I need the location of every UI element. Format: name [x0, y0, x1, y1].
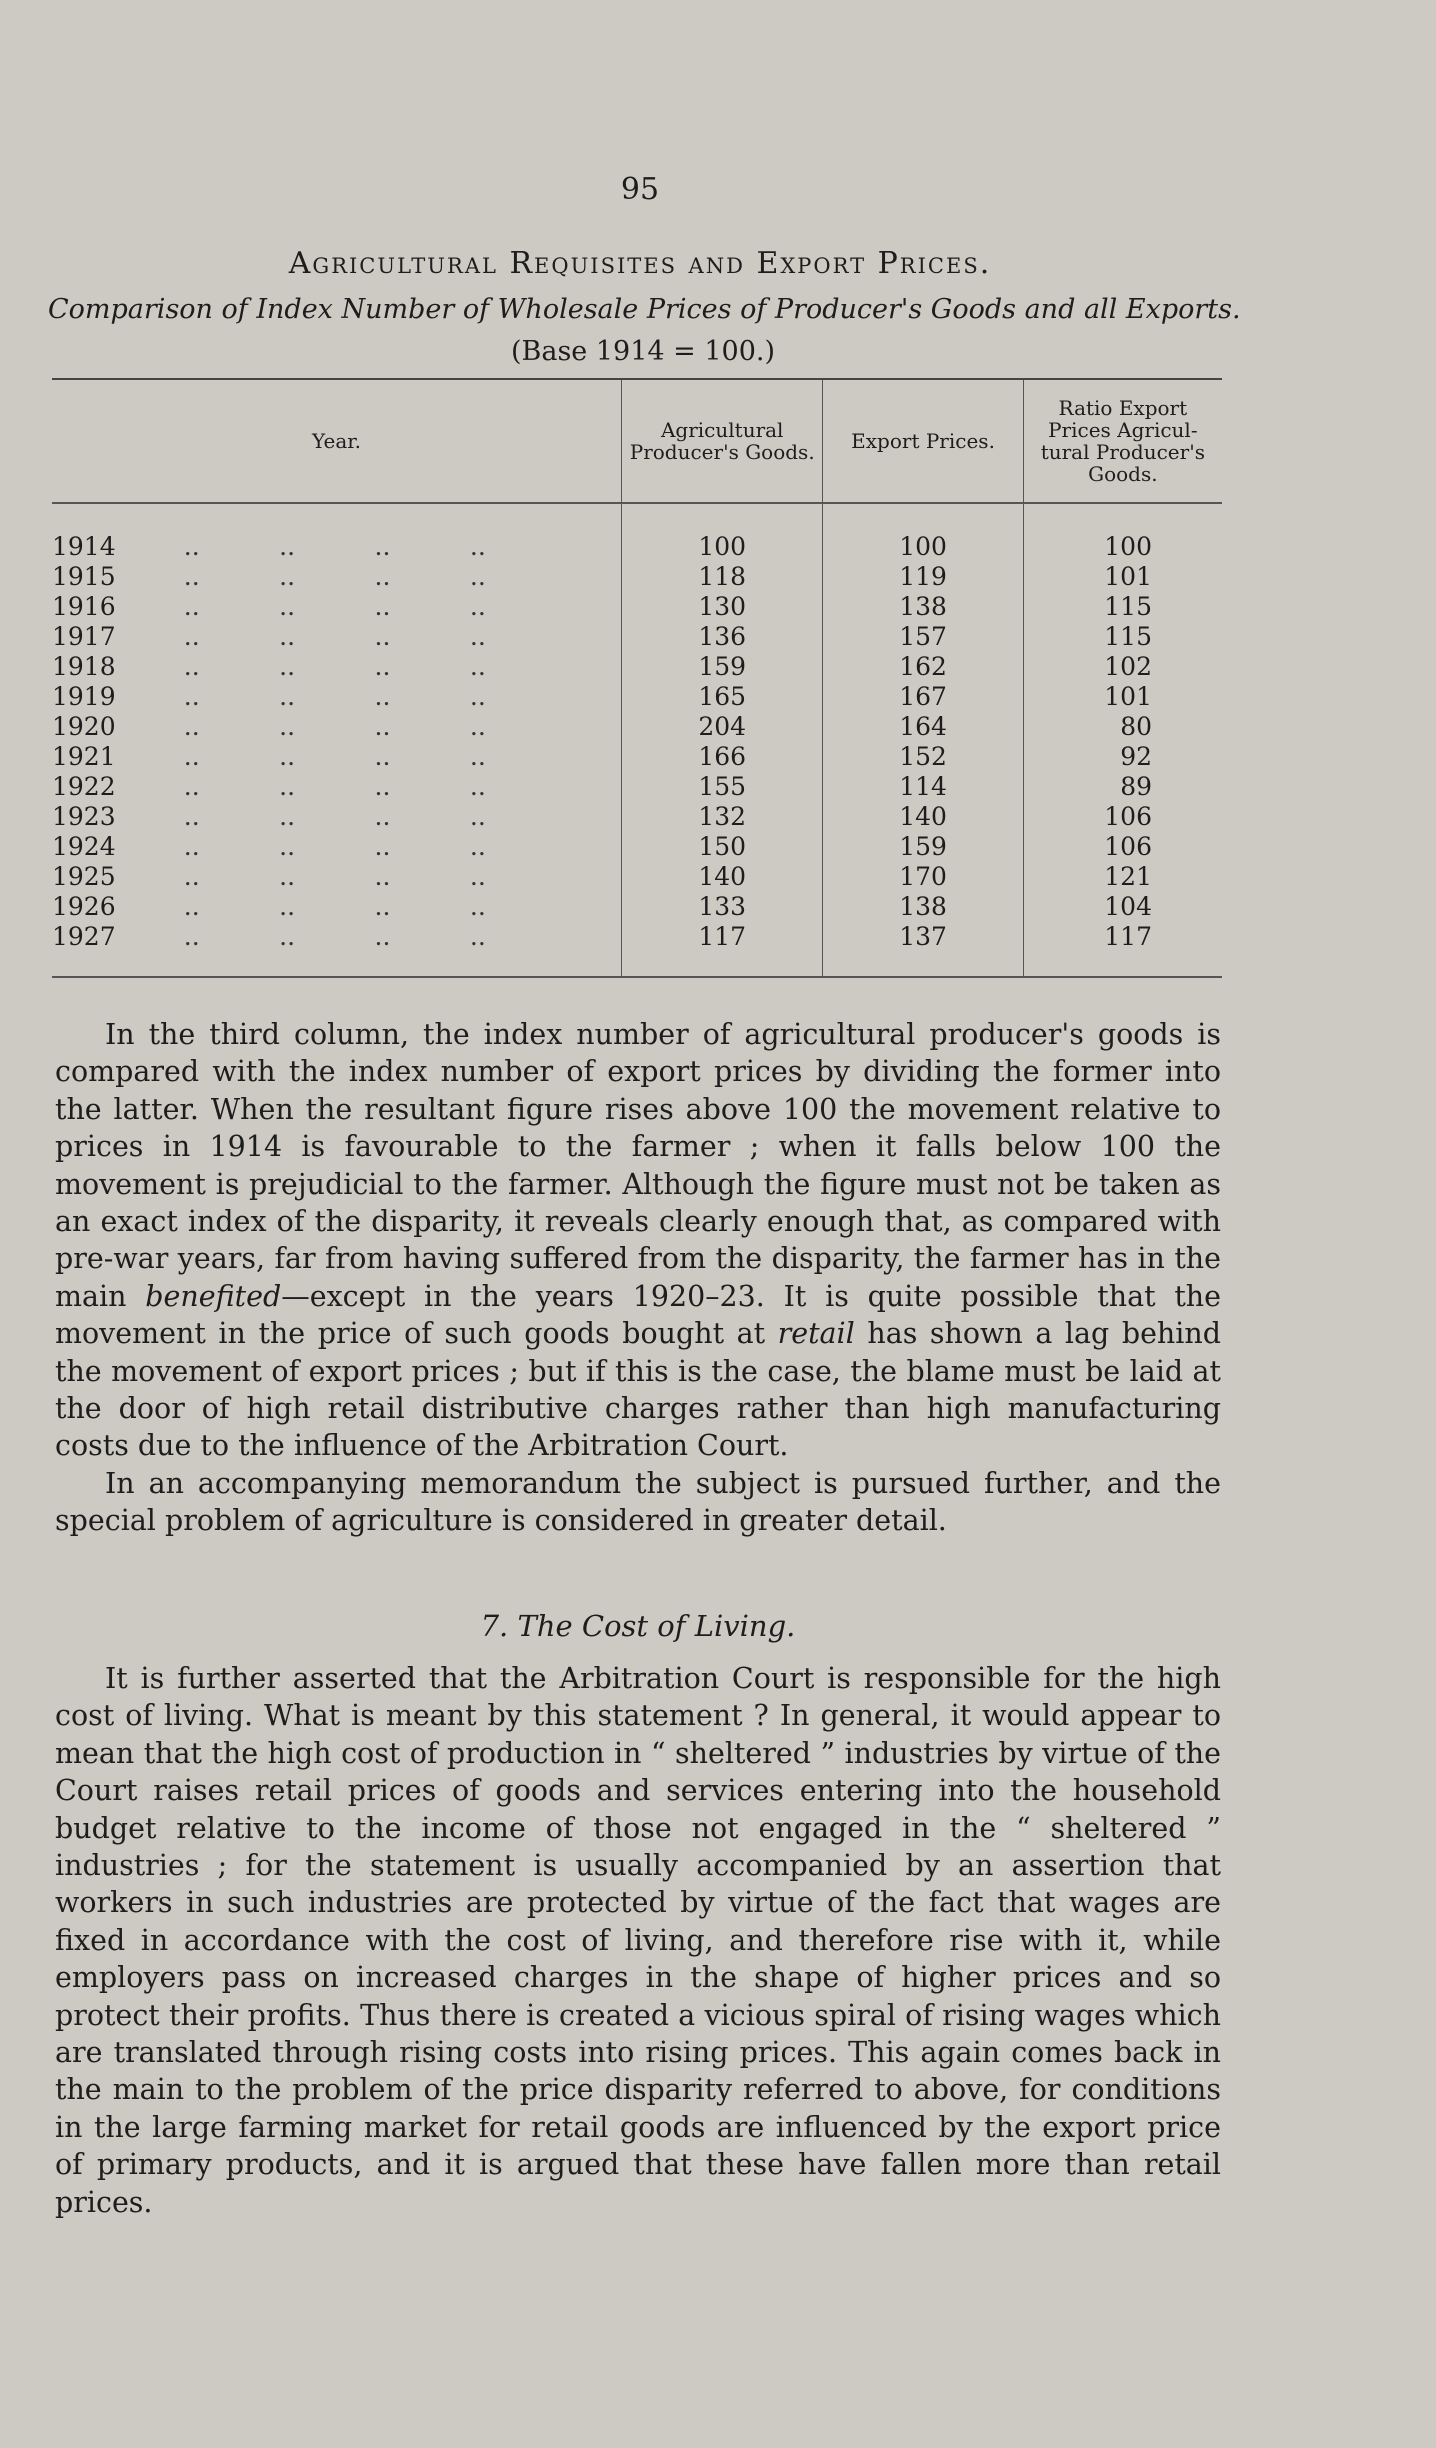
cell-year: 1924 .. .. .. .. — [52, 832, 486, 861]
table-row — [52, 652, 1222, 682]
cell-export-prices: 114 — [823, 772, 1023, 802]
cell-ratio: 102 — [1023, 652, 1222, 682]
cell-export-prices: 138 — [823, 592, 1023, 622]
table-title: Agricultural Requisites and Export Prices. — [288, 246, 992, 281]
cell-export-prices: 152 — [823, 742, 1023, 772]
cell-year: 1925 .. .. .. .. — [52, 862, 486, 891]
cell-export-prices: 159 — [823, 832, 1023, 862]
cell-ratio: 121 — [1023, 862, 1222, 892]
cell-agricultural-goods: 136 — [622, 622, 823, 652]
leader-dots: .. .. .. .. — [152, 652, 486, 681]
table-header-row — [52, 379, 1222, 503]
cell-agricultural-goods: 159 — [622, 652, 823, 682]
paragraph-ratio-explanation: In the third column, the index number of agricultural producer's goods is compared with the index number of export prices by dividing the former into the latter. When the resultant figure rises above 100 the movement relative to prices in 1914 is favourable to the farmer ; when it falls below 100 the movement is prejudicial to the farmer. Although the figure must not be taken as an exact index of the disparity, it reveals clearly enough that, as compared with pre-war years, far from having suffered from the disparity, the farmer has in the main benefited—except in the years 1920–23. It is quite possible that the movement in the price of such goods bought at retail has shown a lag behind the movement of export prices ; but if this is the case, the blame must be laid at the door of high retail distributive charges rather than high manufacturing costs due to the influence of the Arbitration Court. — [55, 1018, 1222, 1463]
cell-ratio: 89 — [1023, 772, 1222, 802]
cell-year: 1920 .. .. .. .. — [52, 712, 486, 741]
table-row — [52, 592, 1222, 622]
cell-export-prices: 167 — [823, 682, 1023, 712]
leader-dots: .. .. .. .. — [152, 922, 486, 951]
cell-export-prices: 164 — [823, 712, 1023, 742]
cell-ratio: 117 — [1023, 922, 1222, 952]
cell-ratio: 115 — [1023, 592, 1222, 622]
leader-dots: .. .. .. .. — [152, 712, 486, 741]
cell-ratio: 80 — [1023, 712, 1222, 742]
cell-agricultural-goods: 150 — [622, 832, 823, 862]
paragraph-memorandum: In an accompanying memorandum the subject is pursued further, and the special problem of agriculture is considered in greater detail. — [55, 1466, 1221, 1538]
table-row — [52, 802, 1222, 832]
table-row — [52, 922, 1222, 952]
cell-year: 1919 .. .. .. .. — [52, 682, 486, 711]
cell-export-prices: 100 — [823, 532, 1023, 562]
table-row — [52, 892, 1222, 922]
cell-year: 1921 .. .. .. .. — [52, 742, 486, 771]
table-row — [52, 712, 1222, 742]
cell-ratio: 104 — [1023, 892, 1222, 922]
page-number: 95 — [620, 172, 660, 207]
cell-ratio: 106 — [1023, 802, 1222, 832]
cell-export-prices: 138 — [823, 892, 1023, 922]
cell-agricultural-goods: 155 — [622, 772, 823, 802]
table-row — [52, 682, 1222, 712]
cell-year: 1926 .. .. .. .. — [52, 892, 486, 921]
cell-agricultural-goods: 132 — [622, 802, 823, 832]
cell-export-prices: 137 — [823, 922, 1023, 952]
table-row — [52, 772, 1222, 802]
cell-export-prices: 157 — [823, 622, 1023, 652]
cell-year: 1923 .. .. .. .. — [52, 802, 486, 831]
cell-ratio: 101 — [1023, 682, 1222, 712]
table-row — [52, 532, 1222, 562]
cell-ratio: 100 — [1023, 532, 1222, 562]
cell-ratio: 92 — [1023, 742, 1222, 772]
leader-dots: .. .. .. .. — [152, 832, 486, 861]
cell-agricultural-goods: 140 — [622, 862, 823, 892]
leader-dots: .. .. .. .. — [152, 892, 486, 921]
leader-dots: .. .. .. .. — [152, 772, 486, 801]
cell-ratio: 106 — [1023, 832, 1222, 862]
leader-dots: .. .. .. .. — [152, 862, 486, 891]
leader-dots: .. .. .. .. — [152, 562, 486, 591]
leader-dots: .. .. .. .. — [152, 592, 486, 621]
leader-dots: .. .. .. .. — [152, 682, 486, 711]
cell-export-prices: 119 — [823, 562, 1023, 592]
table-row — [52, 622, 1222, 652]
table-row — [52, 832, 1222, 862]
body-text-lower — [55, 1660, 1221, 2221]
cell-year: 1918 .. .. .. .. — [52, 652, 486, 681]
table-row — [52, 562, 1222, 592]
cell-export-prices: 140 — [823, 802, 1023, 832]
section-heading: 7. The Cost of Living. — [480, 1609, 796, 1643]
leader-dots: .. .. .. .. — [152, 802, 486, 831]
leader-dots: .. .. .. .. — [152, 532, 486, 561]
leader-dots: .. .. .. .. — [152, 622, 486, 651]
header-year: Year. — [52, 379, 622, 503]
header-ratio: Ratio Export Prices Agricul-tural Producer's Goods. — [1023, 379, 1222, 503]
cell-ratio: 101 — [1023, 562, 1222, 592]
paragraph-cost-of-living: It is further asserted that the Arbitration Court is responsible for the high cost of living. What is meant by this statement ? In general, it would appear to mean that the high cost of production in “ sheltered ” industries by virtue of the Court raises retail prices of goods and services entering into the household budget relative to the income of those not engaged in the “ sheltered ” industries ; for the statement is usually accompanied by an assertion that workers in such industries are protected by virtue of the fact that wages are fixed in accordance with the cost of living, and therefore rise with it, while employers pass on increased charges in the shape of higher prices and so protect their profits. Thus there is created a vicious spiral of rising wages which are translated through rising costs into rising prices. This again comes back in the main to the problem of the price disparity referred to above, for conditions in the large farming market for retail goods are influenced by the export price of primary products, and it is argued that these have fallen more than retail prices. — [55, 1662, 1221, 2219]
table-row — [52, 862, 1222, 892]
body-text-upper — [55, 1016, 1221, 1540]
cell-agricultural-goods: 166 — [622, 742, 823, 772]
header-export-prices: Export Prices. — [823, 379, 1023, 503]
cell-year: 1927 .. .. .. .. — [52, 922, 486, 951]
table-row — [52, 742, 1222, 772]
cell-year: 1917 .. .. .. .. — [52, 622, 486, 651]
cell-agricultural-goods: 117 — [622, 922, 823, 952]
cell-year: 1915 .. .. .. .. — [52, 562, 486, 591]
table-subtitle: Comparison of Index Number of Wholesale Prices of Producer's Goods and all Exports. — [48, 294, 1241, 325]
cell-year: 1922 .. .. .. .. — [52, 772, 486, 801]
cell-agricultural-goods: 118 — [622, 562, 823, 592]
cell-export-prices: 170 — [823, 862, 1023, 892]
price-index-table — [52, 378, 1222, 978]
cell-ratio: 115 — [1023, 622, 1222, 652]
cell-year: 1914 .. .. .. .. — [52, 532, 486, 561]
cell-agricultural-goods: 133 — [622, 892, 823, 922]
leader-dots: .. .. .. .. — [152, 742, 486, 771]
cell-year: 1916 .. .. .. .. — [52, 592, 486, 621]
cell-agricultural-goods: 130 — [622, 592, 823, 622]
cell-agricultural-goods: 100 — [622, 532, 823, 562]
table-base-note: (Base 1914 = 100.) — [510, 336, 776, 367]
cell-agricultural-goods: 165 — [622, 682, 823, 712]
cell-export-prices: 162 — [823, 652, 1023, 682]
header-agricultural-goods: Agricultural Producer's Goods. — [622, 379, 823, 503]
cell-agricultural-goods: 204 — [622, 712, 823, 742]
